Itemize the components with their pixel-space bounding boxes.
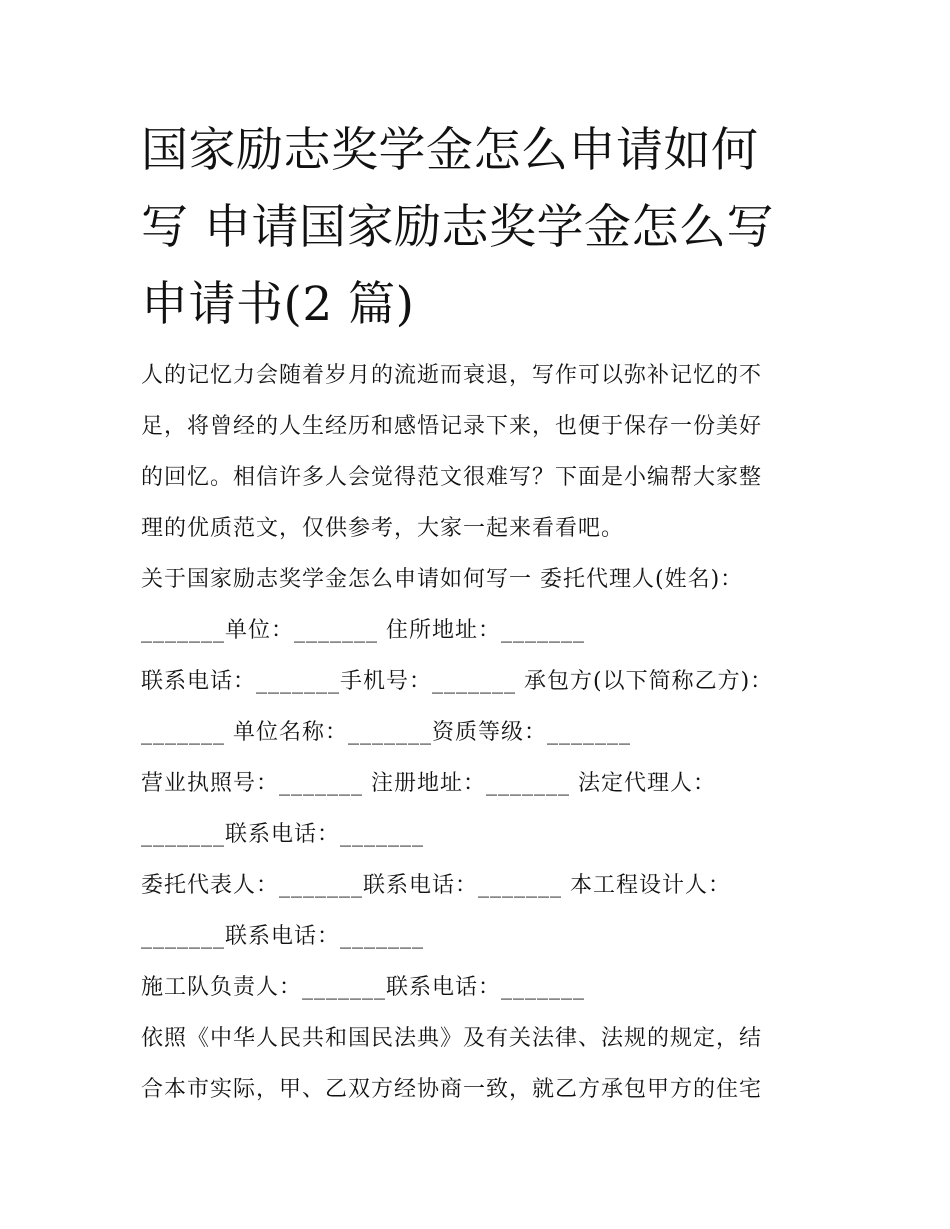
document-page bbox=[141, 112, 821, 1115]
representative-info-paragraph bbox=[141, 860, 821, 962]
text-line: _______联系电话：_______ bbox=[141, 822, 425, 847]
title-line: 国家励志奖学金怎么申请如何 bbox=[141, 123, 759, 178]
text-line: 联系电话：_______手机号：_______ 承包方(以下简称乙方)： bbox=[141, 669, 774, 694]
text-line: 关于国家励志奖学金怎么申请如何写一 委托代理人(姓名)： bbox=[141, 567, 744, 592]
document-body bbox=[141, 350, 821, 1115]
text-line: _______ 单位名称：_______资质等级：_______ bbox=[141, 720, 631, 745]
title-line: 申请书(2 篇) bbox=[141, 277, 415, 332]
document-title bbox=[141, 112, 821, 343]
text-line: _______联系电话：_______ bbox=[141, 924, 425, 949]
text-line: _______单位：_______ 住所地址：_______ bbox=[141, 618, 585, 643]
contractor-info-paragraph bbox=[141, 656, 821, 758]
intro-paragraph bbox=[141, 350, 821, 554]
text-line: 理的优质范文，仅供参考，大家一起来看看吧。 bbox=[141, 516, 625, 541]
text-line: 营业执照号：_______ 注册地址：_______ 法定代理人： bbox=[141, 771, 716, 796]
legal-basis-paragraph bbox=[141, 1013, 821, 1115]
text-line: 委托代表人：_______联系电话：_______ 本工程设计人： bbox=[141, 873, 731, 898]
text-line: 施工队负责人：_______联系电话：_______ bbox=[141, 975, 586, 1000]
agent-info-paragraph bbox=[141, 554, 821, 656]
text-line: 的回忆。相信许多人会觉得范文很难写？下面是小编帮大家整 bbox=[141, 465, 763, 490]
text-line: 依照《中华人民共和国民法典》及有关法律、法规的规定，结 bbox=[141, 1026, 763, 1051]
team-leader-paragraph bbox=[141, 962, 821, 1013]
title-line: 写 申请国家励志奖学金怎么写 bbox=[141, 200, 774, 255]
text-line: 人的记忆力会随着岁月的流逝而衰退，写作可以弥补记忆的不 bbox=[141, 363, 763, 388]
text-line: 合本市实际，甲、乙双方经协商一致，就乙方承包甲方的住宅 bbox=[141, 1077, 763, 1102]
text-line: 足，将曾经的人生经历和感悟记录下来，也便于保存一份美好 bbox=[141, 414, 763, 439]
license-info-paragraph bbox=[141, 758, 821, 860]
